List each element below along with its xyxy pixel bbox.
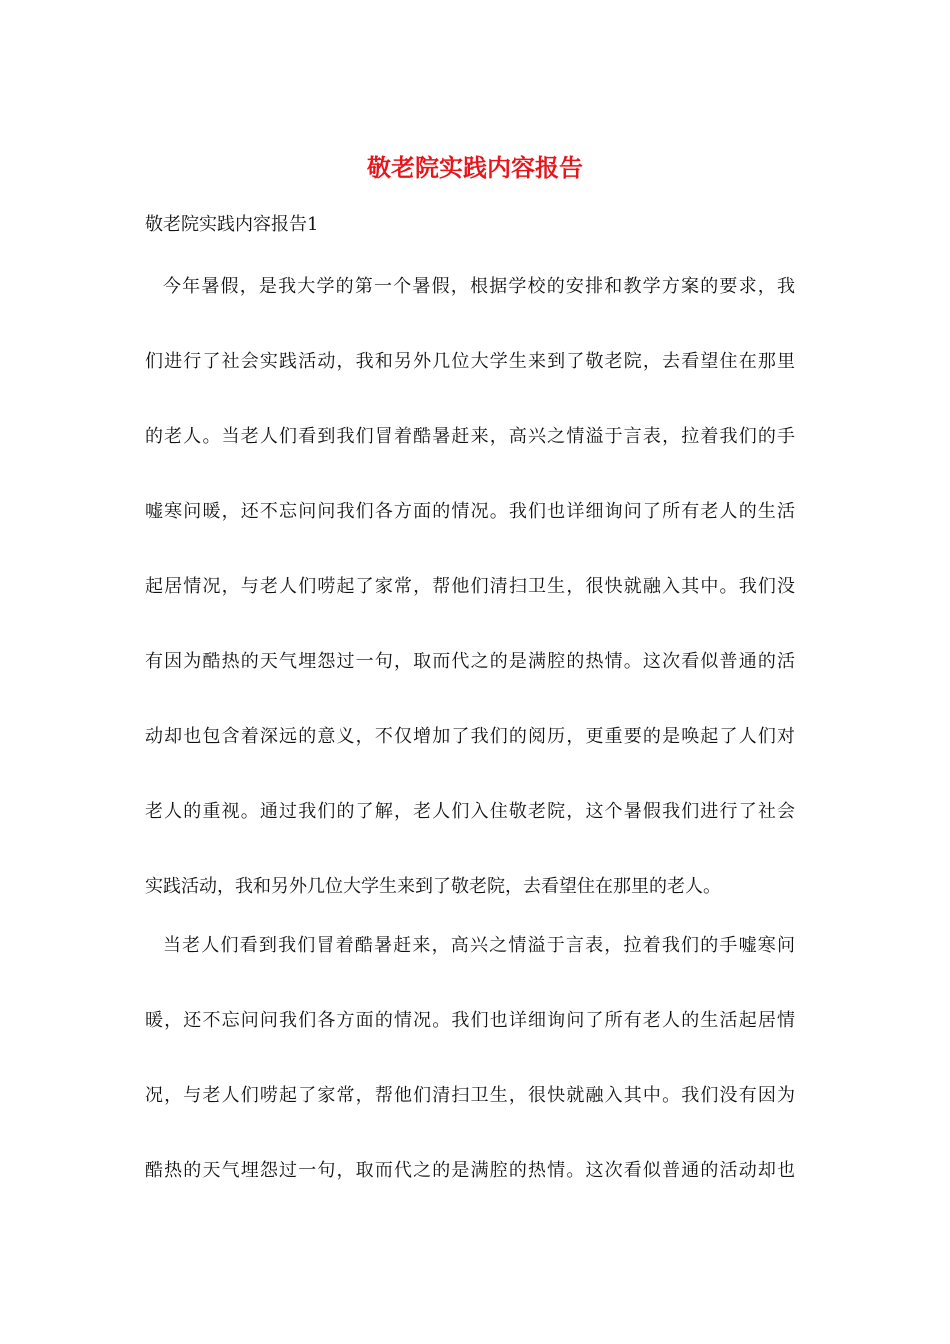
paragraph-line: 老人的重视。通过我们的了解，老人们入住敬老院，这个暑假我们进行了社会 <box>145 801 795 822</box>
paragraph-line: 今年暑假，是我大学的第一个暑假，根据学校的安排和教学方案的要求，我 <box>163 276 795 297</box>
section-number: 1 <box>307 214 319 235</box>
paragraph-line: 嘘寒问暖，还不忘问问我们各方面的情况。我们也详细询问了所有老人的生活 <box>145 501 795 522</box>
paragraph-2 <box>145 931 795 1231</box>
paragraph-line: 暖，还不忘问问我们各方面的情况。我们也详细询问了所有老人的生活起居情 <box>145 1010 795 1031</box>
section-heading-text: 敬老院实践内容报告 <box>145 214 307 235</box>
paragraph-line: 的老人。当老人们看到我们冒着酷暑赶来，高兴之情溢于言表，拉着我们的手 <box>145 426 795 447</box>
paragraph-line: 酷热的天气埋怨过一句，取而代之的是满腔的热情。这次看似普通的活动却也 <box>145 1160 795 1181</box>
paragraph-line: 况，与老人们唠起了家常，帮他们清扫卫生，很快就融入其中。我们没有因为 <box>145 1085 795 1106</box>
paragraph-line: 动却也包含着深远的意义，不仅增加了我们的阅历，更重要的是唤起了人们对 <box>145 726 795 747</box>
paragraph-line: 当老人们看到我们冒着酷暑赶来，高兴之情溢于言表，拉着我们的手嘘寒问 <box>163 935 795 956</box>
paragraph-line: 起居情况，与老人们唠起了家常，帮他们清扫卫生，很快就融入其中。我们没 <box>145 576 795 597</box>
paragraph-line: 有因为酷热的天气埋怨过一句，取而代之的是满腔的热情。这次看似普通的活 <box>145 651 795 672</box>
document-title: 敬老院实践内容报告 <box>367 153 583 182</box>
paragraph-1 <box>145 272 795 947</box>
section-heading <box>145 211 318 239</box>
paragraph-line: 实践活动，我和另外几位大学生来到了敬老院，去看望住在那里的老人。 <box>145 876 721 897</box>
paragraph-line: 们进行了社会实践活动，我和另外几位大学生来到了敬老院，去看望住在那里 <box>145 351 795 372</box>
